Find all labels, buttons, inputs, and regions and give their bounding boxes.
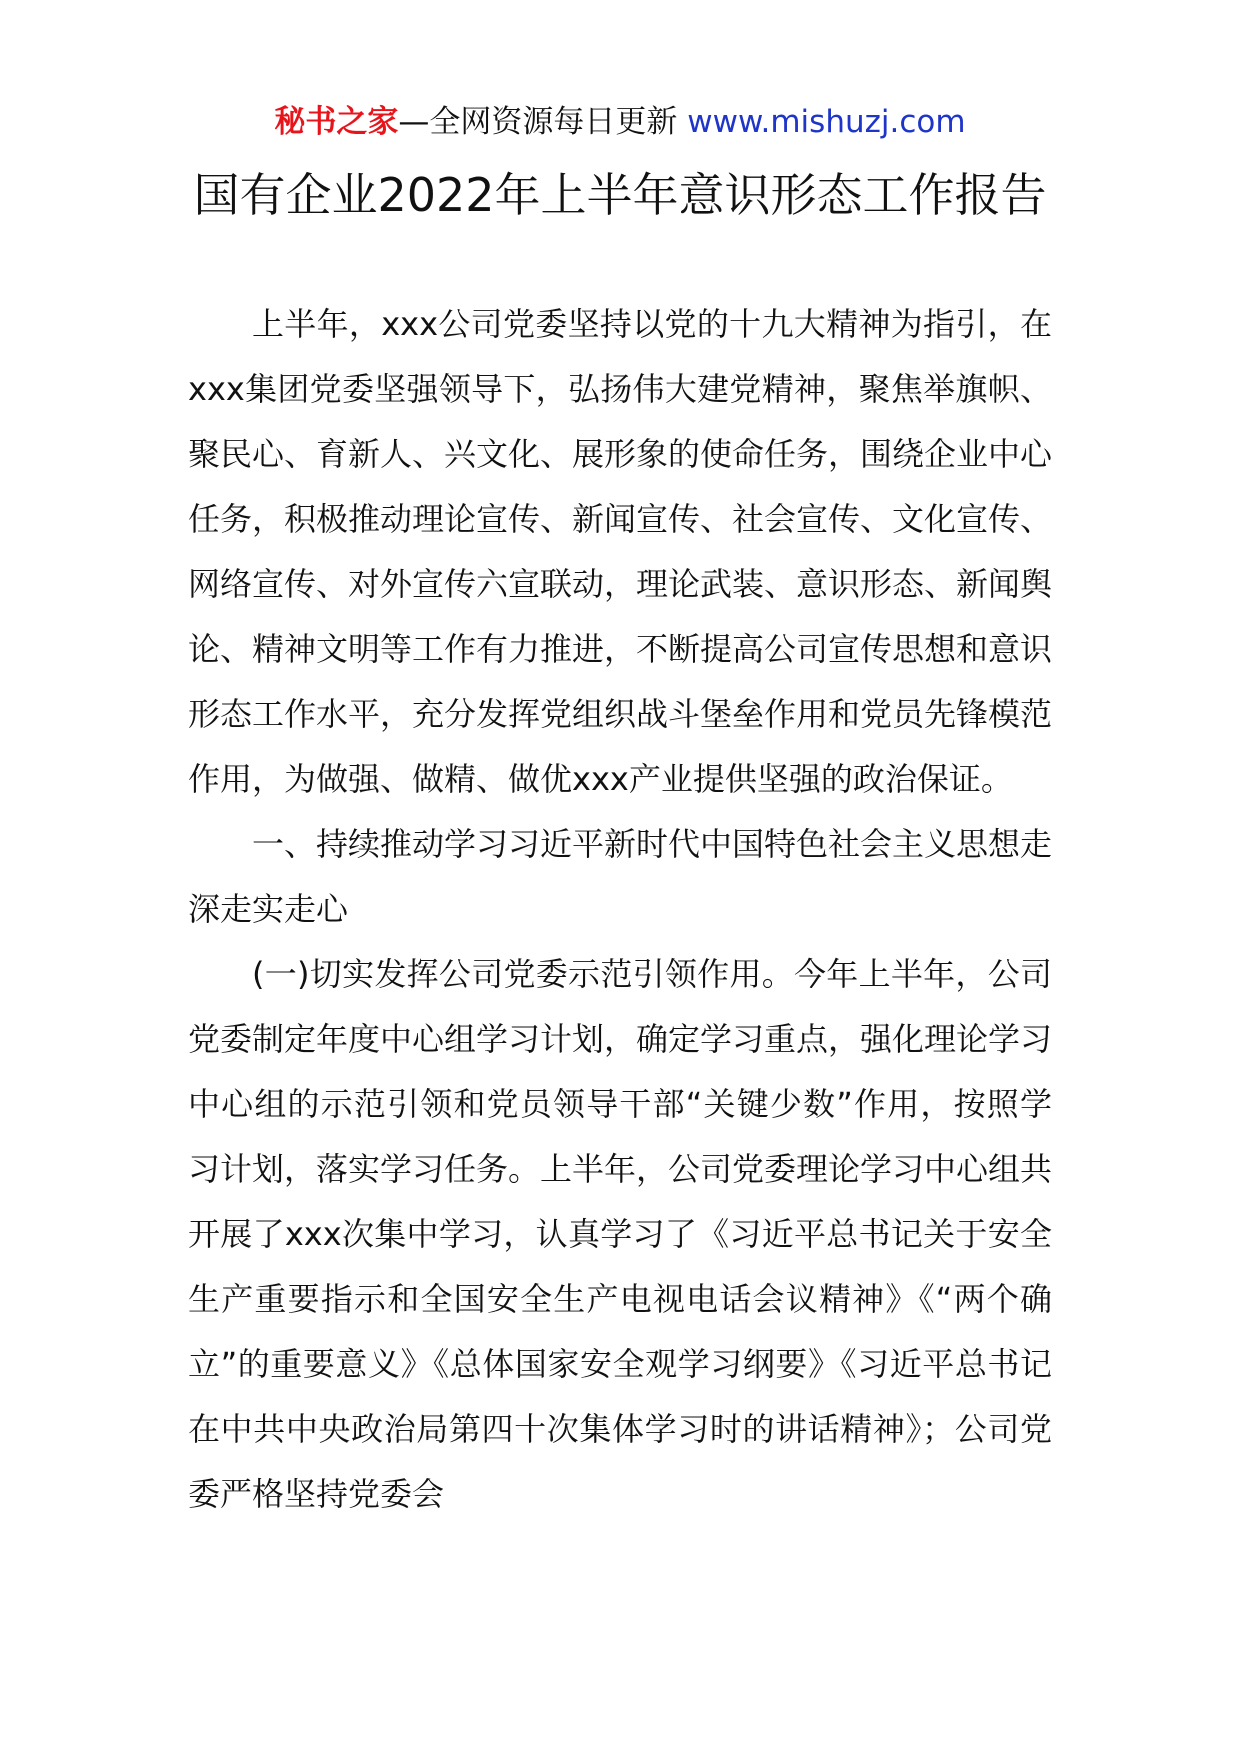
document-body xyxy=(188,292,1052,1592)
subsection-paragraph-1: (一)切实发挥公司党委示范引领作用。今年上半年，公司党委制定年度中心组学习计划，确定学习重点，强化理论学习中心组的示范引领和党员领导干部“关键少数”作用，按照学习计划，落实学习任务。上半年，公司党委理论学习中心组共开展了xxx次集中学习，认真学习了《习近平总书记关于安全生产重要指示和全国安全生产电视电话会议精神》《“两个确立”的重要意义》《总体国家安全观学习纲要》《习近平总书记在中共中央政治局第四十次集体学习时的讲话精神》；公司党委严格坚持党委会 xyxy=(188,955,1052,1513)
site-url-link[interactable]: www.mishuzj.com xyxy=(687,104,966,140)
site-slogan: —全网资源每日更新 xyxy=(398,104,678,140)
site-header xyxy=(0,100,1240,144)
document-title: 国有企业2022年上半年意识形态工作报告 xyxy=(193,168,1047,222)
site-brand: 秘书之家 xyxy=(274,104,399,140)
intro-paragraph: 上半年，xxx公司党委坚持以党的十九大精神为指引，在xxx集团党委坚强领导下，弘扬伟大建党精神，聚焦举旗帜、聚民心、育新人、兴文化、展形象的使命任务，围绕企业中心任务，积极推动理论宣传、新闻宣传、社会宣传、文化宣传、网络宣传、对外宣传六宣联动，理论武装、意识形态、新闻舆论、精神文明等工作有力推进，不断提高公司宣传思想和意识形态工作水平，充分发挥党组织战斗堡垒作用和党员先锋模范作用，为做强、做精、做优xxx产业提供坚强的政治保证。 xyxy=(188,305,1052,798)
section-heading-1: 一、持续推动学习习近平新时代中国特色社会主义思想走深走实走心 xyxy=(188,825,1052,928)
